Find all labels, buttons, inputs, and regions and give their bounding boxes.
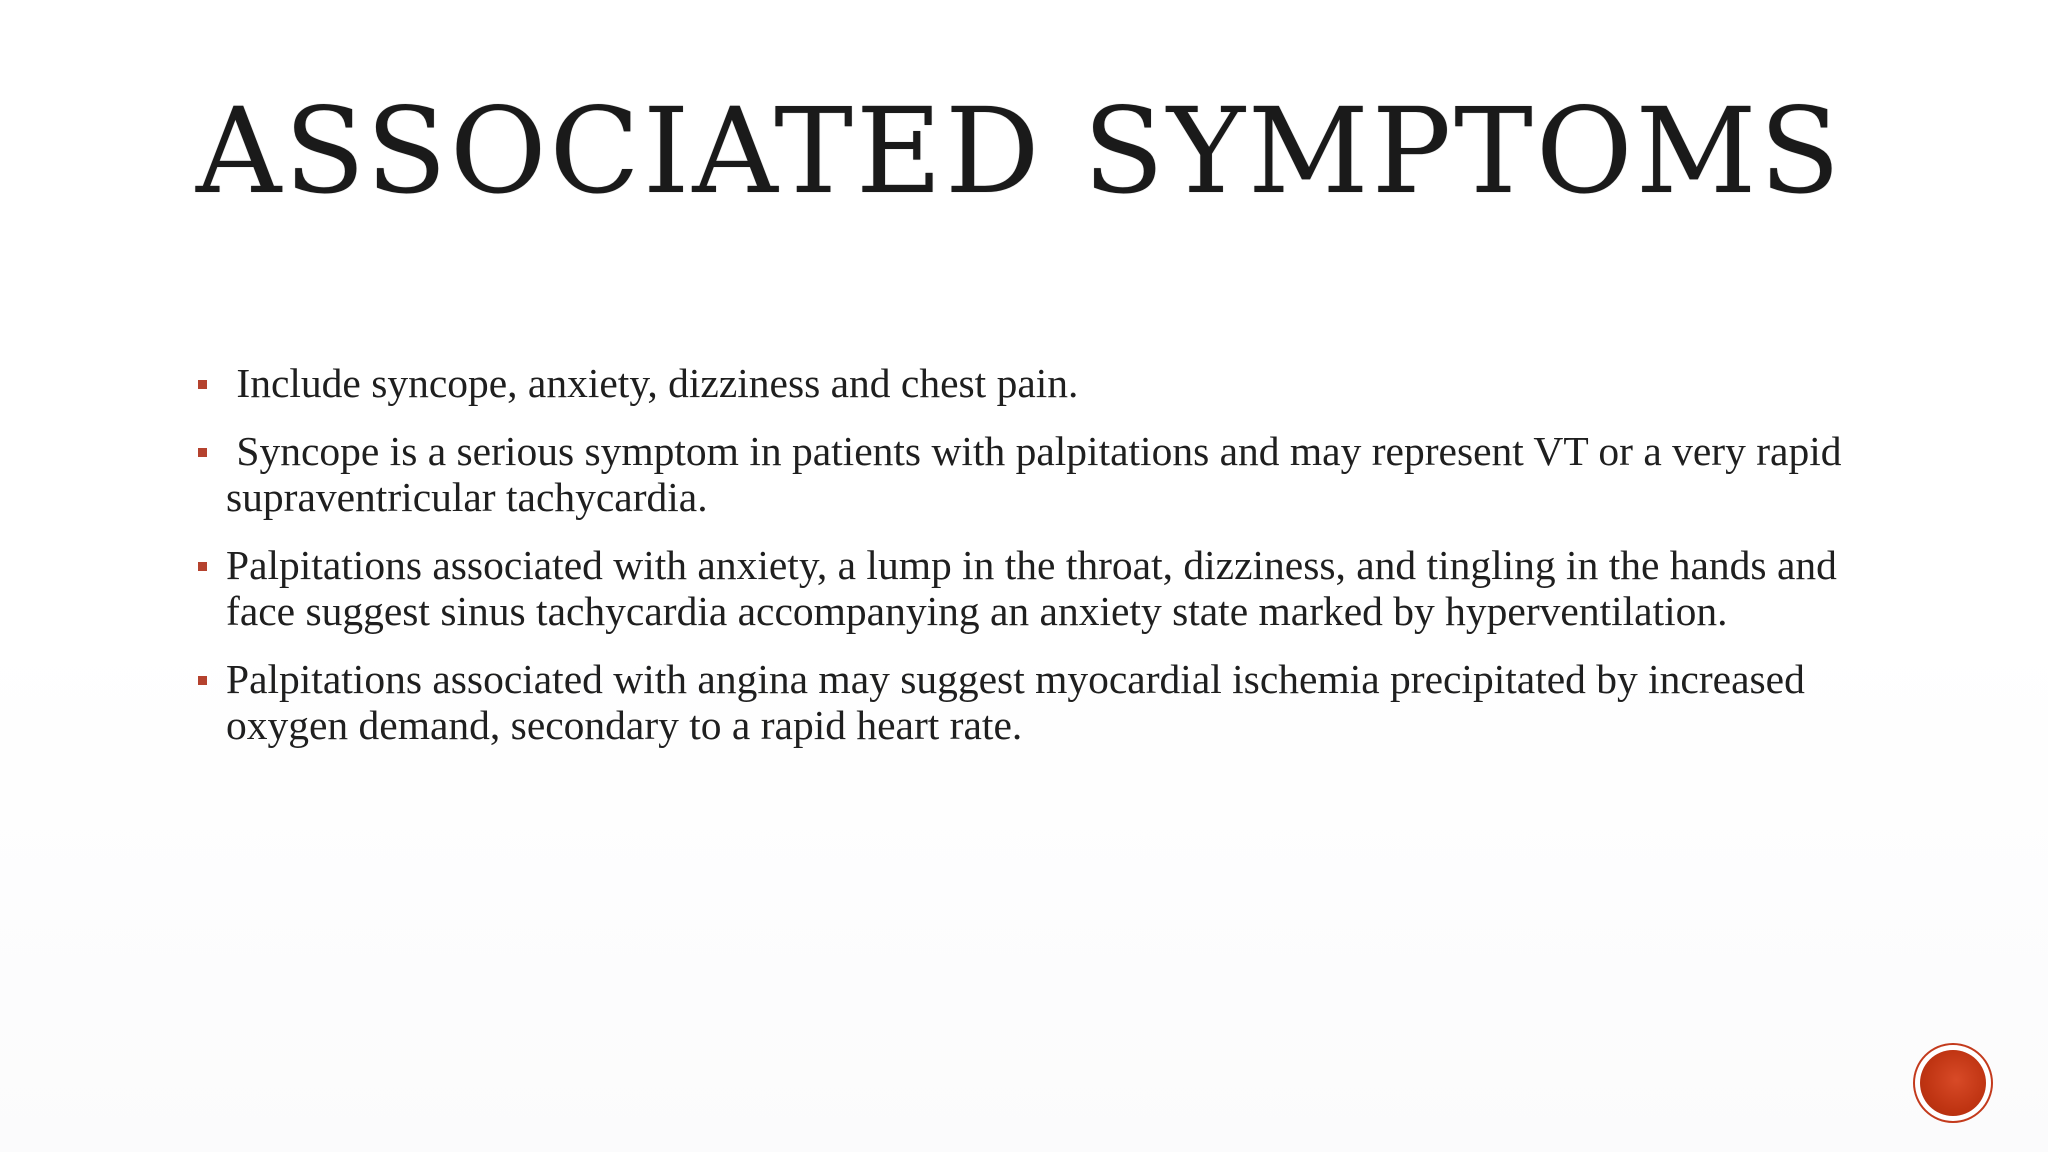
bullet-text: Include syncope, anxiety, dizziness and chest pain.	[226, 360, 1079, 406]
square-bullet-icon	[198, 676, 207, 685]
square-bullet-icon	[198, 448, 207, 457]
list-item	[196, 656, 1876, 748]
slide-title: ASSOCIATED SYMPTOMS	[196, 82, 1844, 220]
bullet-text: Palpitations associated with anxiety, a lump in the throat, dizziness, and tingling in the hands and face suggest sinus tachycardia accompanying an anxiety state marked by hyperventilation.	[226, 542, 1848, 634]
list-item	[196, 542, 1876, 634]
list-item	[196, 428, 1876, 520]
square-bullet-icon	[198, 380, 207, 389]
square-bullet-icon	[198, 562, 207, 571]
slide-nav-button[interactable]	[1915, 1045, 1991, 1121]
list-item	[196, 360, 1876, 406]
slide-nav-circle-icon	[1920, 1050, 1986, 1116]
bullet-text: Syncope is a serious symptom in patients with palpitations and may represent VT or a very rapid supraventricular tachycardia.	[226, 428, 1852, 520]
bullet-list	[196, 360, 1876, 770]
bullet-text: Palpitations associated with angina may suggest myocardial ischemia precipitated by increased oxygen demand, secondary to a rapid heart rate.	[226, 656, 1816, 748]
